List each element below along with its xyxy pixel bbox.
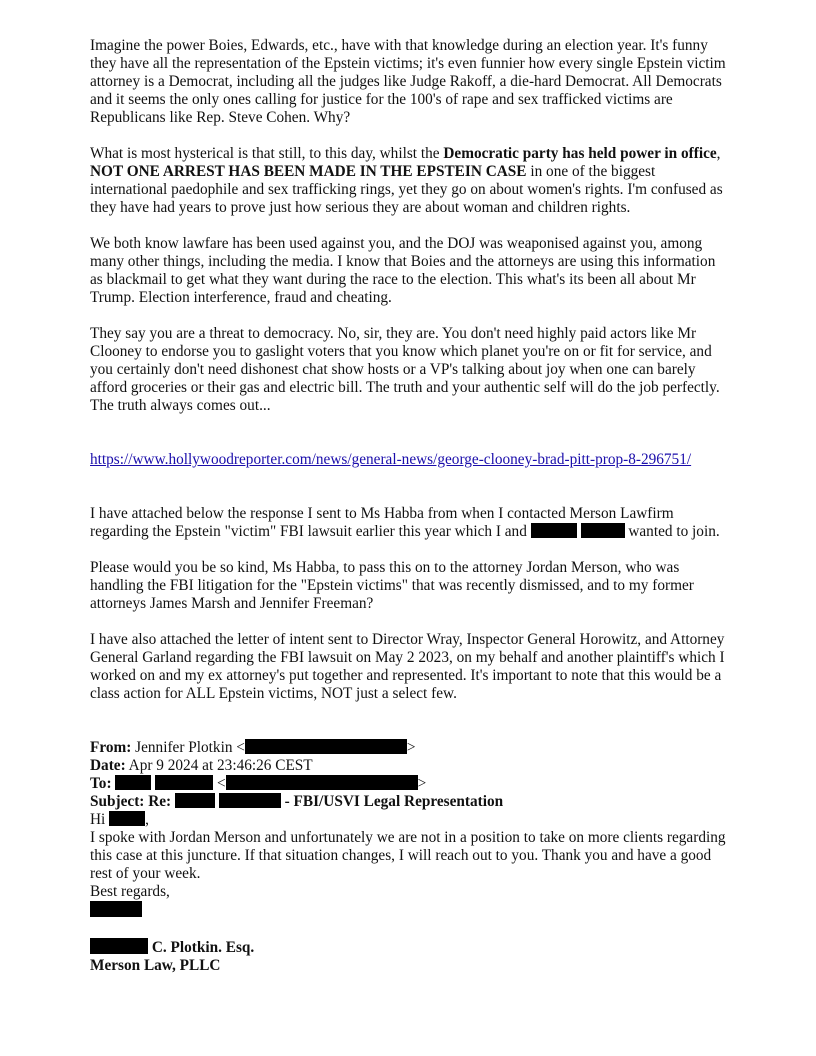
document-page <box>90 37 730 975</box>
paragraph-letter-of-intent: I have also attached the letter of intent sent to Director Wray, Inspector General Horowitz, and Attorney General Garland regarding the FBI lawsuit on May 2 2023, on my behalf and another plaintiff's which I worked on and my ex attorney's put together and represented. It's important to note that this would be a class action for ALL Epstein victims, NOT just a select few. <box>90 631 725 702</box>
redaction-block <box>581 523 625 538</box>
redaction-block <box>175 793 215 808</box>
bold-democratic-party: Democratic party has held power in office <box>443 145 717 162</box>
signature-name: C. Plotkin. Esq. <box>90 938 730 957</box>
redaction-block <box>531 523 577 538</box>
email-date-line: Date: Apr 9 2024 at 23:46:26 CEST <box>90 757 313 774</box>
email-to-line: To: < > <box>90 775 427 792</box>
redaction-block <box>109 811 145 826</box>
email-header <box>90 739 730 811</box>
paragraph-threat-to-democracy: They say you are a threat to democracy. No, sir, they are. You don't need highly paid actors like Mr Clooney to endorse you to gaslight voters that you know which planet you're on or fit for service, and you certainly don't need dishonest chat show hosts or a VP's talking about joy when one can barely afford groceries or their gas and electric bill. The truth and your authentic self will do the job perfectly. The truth always comes out... <box>90 325 720 414</box>
email-from-line: From: Jennifer Plotkin < > <box>90 739 416 756</box>
paragraph-attached-response: I have attached below the response I sent to Ms Habba from when I contacted Merson Lawfirm regarding the Epstein "victim" FBI lawsuit earlier this year which I and wanted to join. <box>90 505 720 540</box>
redaction-block <box>90 901 142 917</box>
paragraph-lawfare: We both know lawfare has been used against you, and the DOJ was weaponised against you, among many other things, including the media. I know that Boies and the attorneys are using this information as blackmail to get what they want during the race to the election. This what's its been all about Mr Trump. Election interference, fraud and cheating. <box>90 235 716 306</box>
email-signature-redacted <box>90 901 730 920</box>
redaction-block <box>226 775 418 790</box>
redaction-block <box>219 793 281 808</box>
redaction-block <box>90 938 148 954</box>
paragraph-democratic-party: What is most hysterical is that still, to this day, whilst the Democratic party has held power in office, NOT ONE ARREST HAS BEEN MADE IN THE EPSTEIN CASE in one of the biggest international paedophile and sex trafficking rings, yet they go on about women's rights. I'm confused as they have had years to prove just how serious they are about woman and children rights. <box>90 145 723 216</box>
email-greeting: Hi , <box>90 811 149 828</box>
signature-firm: Merson Law, PLLC <box>90 957 221 974</box>
paragraph-election-year: Imagine the power Boies, Edwards, etc., have with that knowledge during an election year. It's funny they have all the representation of the Epstein victims; it's even funnier how every single Epstein victim attorney is a Democrat, including all the judges like Judge Rakoff, a die-hard Democrat. All Democrats and it seems the only ones calling for justice for the 100's of rape and sex trafficked victims are Republicans like Rep. Steve Cohen. Why? <box>90 37 726 126</box>
email-body <box>90 811 730 975</box>
email-subject-line: Subject: Re: - FBI/USVI Legal Representation <box>90 793 504 810</box>
redaction-block <box>155 775 213 790</box>
email-closing: Best regards, <box>90 883 170 900</box>
redaction-block <box>245 739 407 754</box>
redaction-block <box>115 775 151 790</box>
paragraph-pass-to-merson: Please would you be so kind, Ms Habba, to pass this on to the attorney Jordan Merson, who was handling the FBI litigation for the "Epstein victims" that was recently dismissed, and to my former attorneys James Marsh and Jennifer Freeman? <box>90 559 694 612</box>
hollywood-reporter-link[interactable]: https://www.hollywoodreporter.com/news/general-news/george-clooney-brad-pitt-prop-8-296751/ <box>90 451 692 468</box>
bold-no-arrest: NOT ONE ARREST HAS BEEN MADE IN THE EPSTEIN CASE <box>90 163 527 180</box>
email-body-text: I spoke with Jordan Merson and unfortunately we are not in a position to take on more clients regarding this case at this juncture. If that situation changes, I will reach out to you. Thank you and have a good rest of your week. <box>90 829 726 882</box>
